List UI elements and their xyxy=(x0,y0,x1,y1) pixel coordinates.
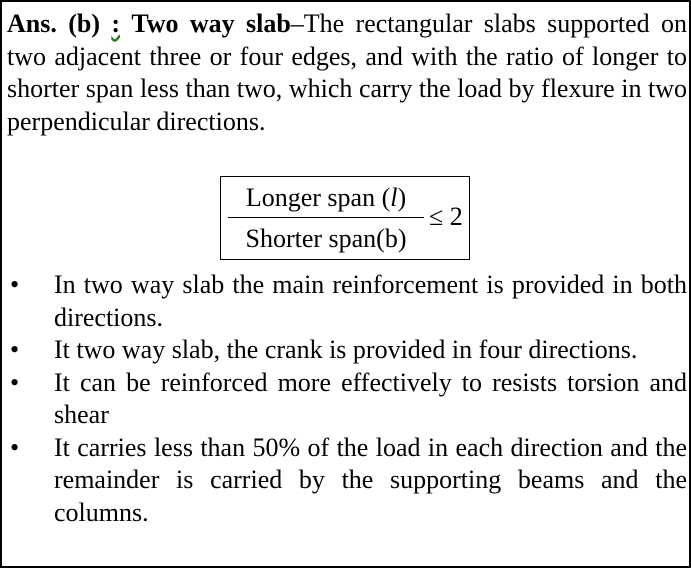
span-ratio-formula xyxy=(220,176,470,260)
numerator-text: Longer span ( xyxy=(245,183,391,212)
answer-dash: – xyxy=(290,9,304,38)
answer-label: Ans. xyxy=(7,9,57,38)
bullet-icon: • xyxy=(10,270,20,299)
bullet-icon: • xyxy=(10,432,20,462)
answer-intro xyxy=(7,8,687,138)
formula-relation: ≤ 2 xyxy=(429,202,463,231)
bullet-list xyxy=(7,269,687,529)
list-item-text: It can be reinforced more effectively to resists torsion and shear xyxy=(54,367,687,429)
fraction-denominator: Shorter span(b) xyxy=(245,224,407,253)
list-item-text: It two way slab, the crank is provided in four directions. xyxy=(54,335,638,364)
answer-term: Two way slab xyxy=(131,9,291,38)
answer-definition: The rectangular slabs supported on two adjacent three or four edges, and with the ratio of longer to shorter span less than two, which carry the load by flexure in two perpendicular directions. xyxy=(7,9,688,136)
answer-colon: : xyxy=(111,9,120,38)
bullet-icon: • xyxy=(10,367,20,397)
fraction-numerator xyxy=(228,181,424,215)
list-item-text: It carries less than 50% of the load in each direction and the remainder is carried by the supporting beams and the columns. xyxy=(54,432,687,527)
list-item-text: In two way slab the main reinforcement is provided in both directions. xyxy=(54,270,687,332)
span-ratio-fraction xyxy=(228,181,424,256)
answer-option: (b) xyxy=(68,9,100,38)
numerator-close: ) xyxy=(397,183,407,212)
fraction-bar xyxy=(228,217,424,218)
list-item xyxy=(7,269,687,334)
numerator-variable: l xyxy=(390,183,398,212)
bullet-icon: • xyxy=(10,335,20,364)
list-item xyxy=(7,334,687,367)
list-item xyxy=(7,367,687,432)
list-item xyxy=(7,432,687,530)
